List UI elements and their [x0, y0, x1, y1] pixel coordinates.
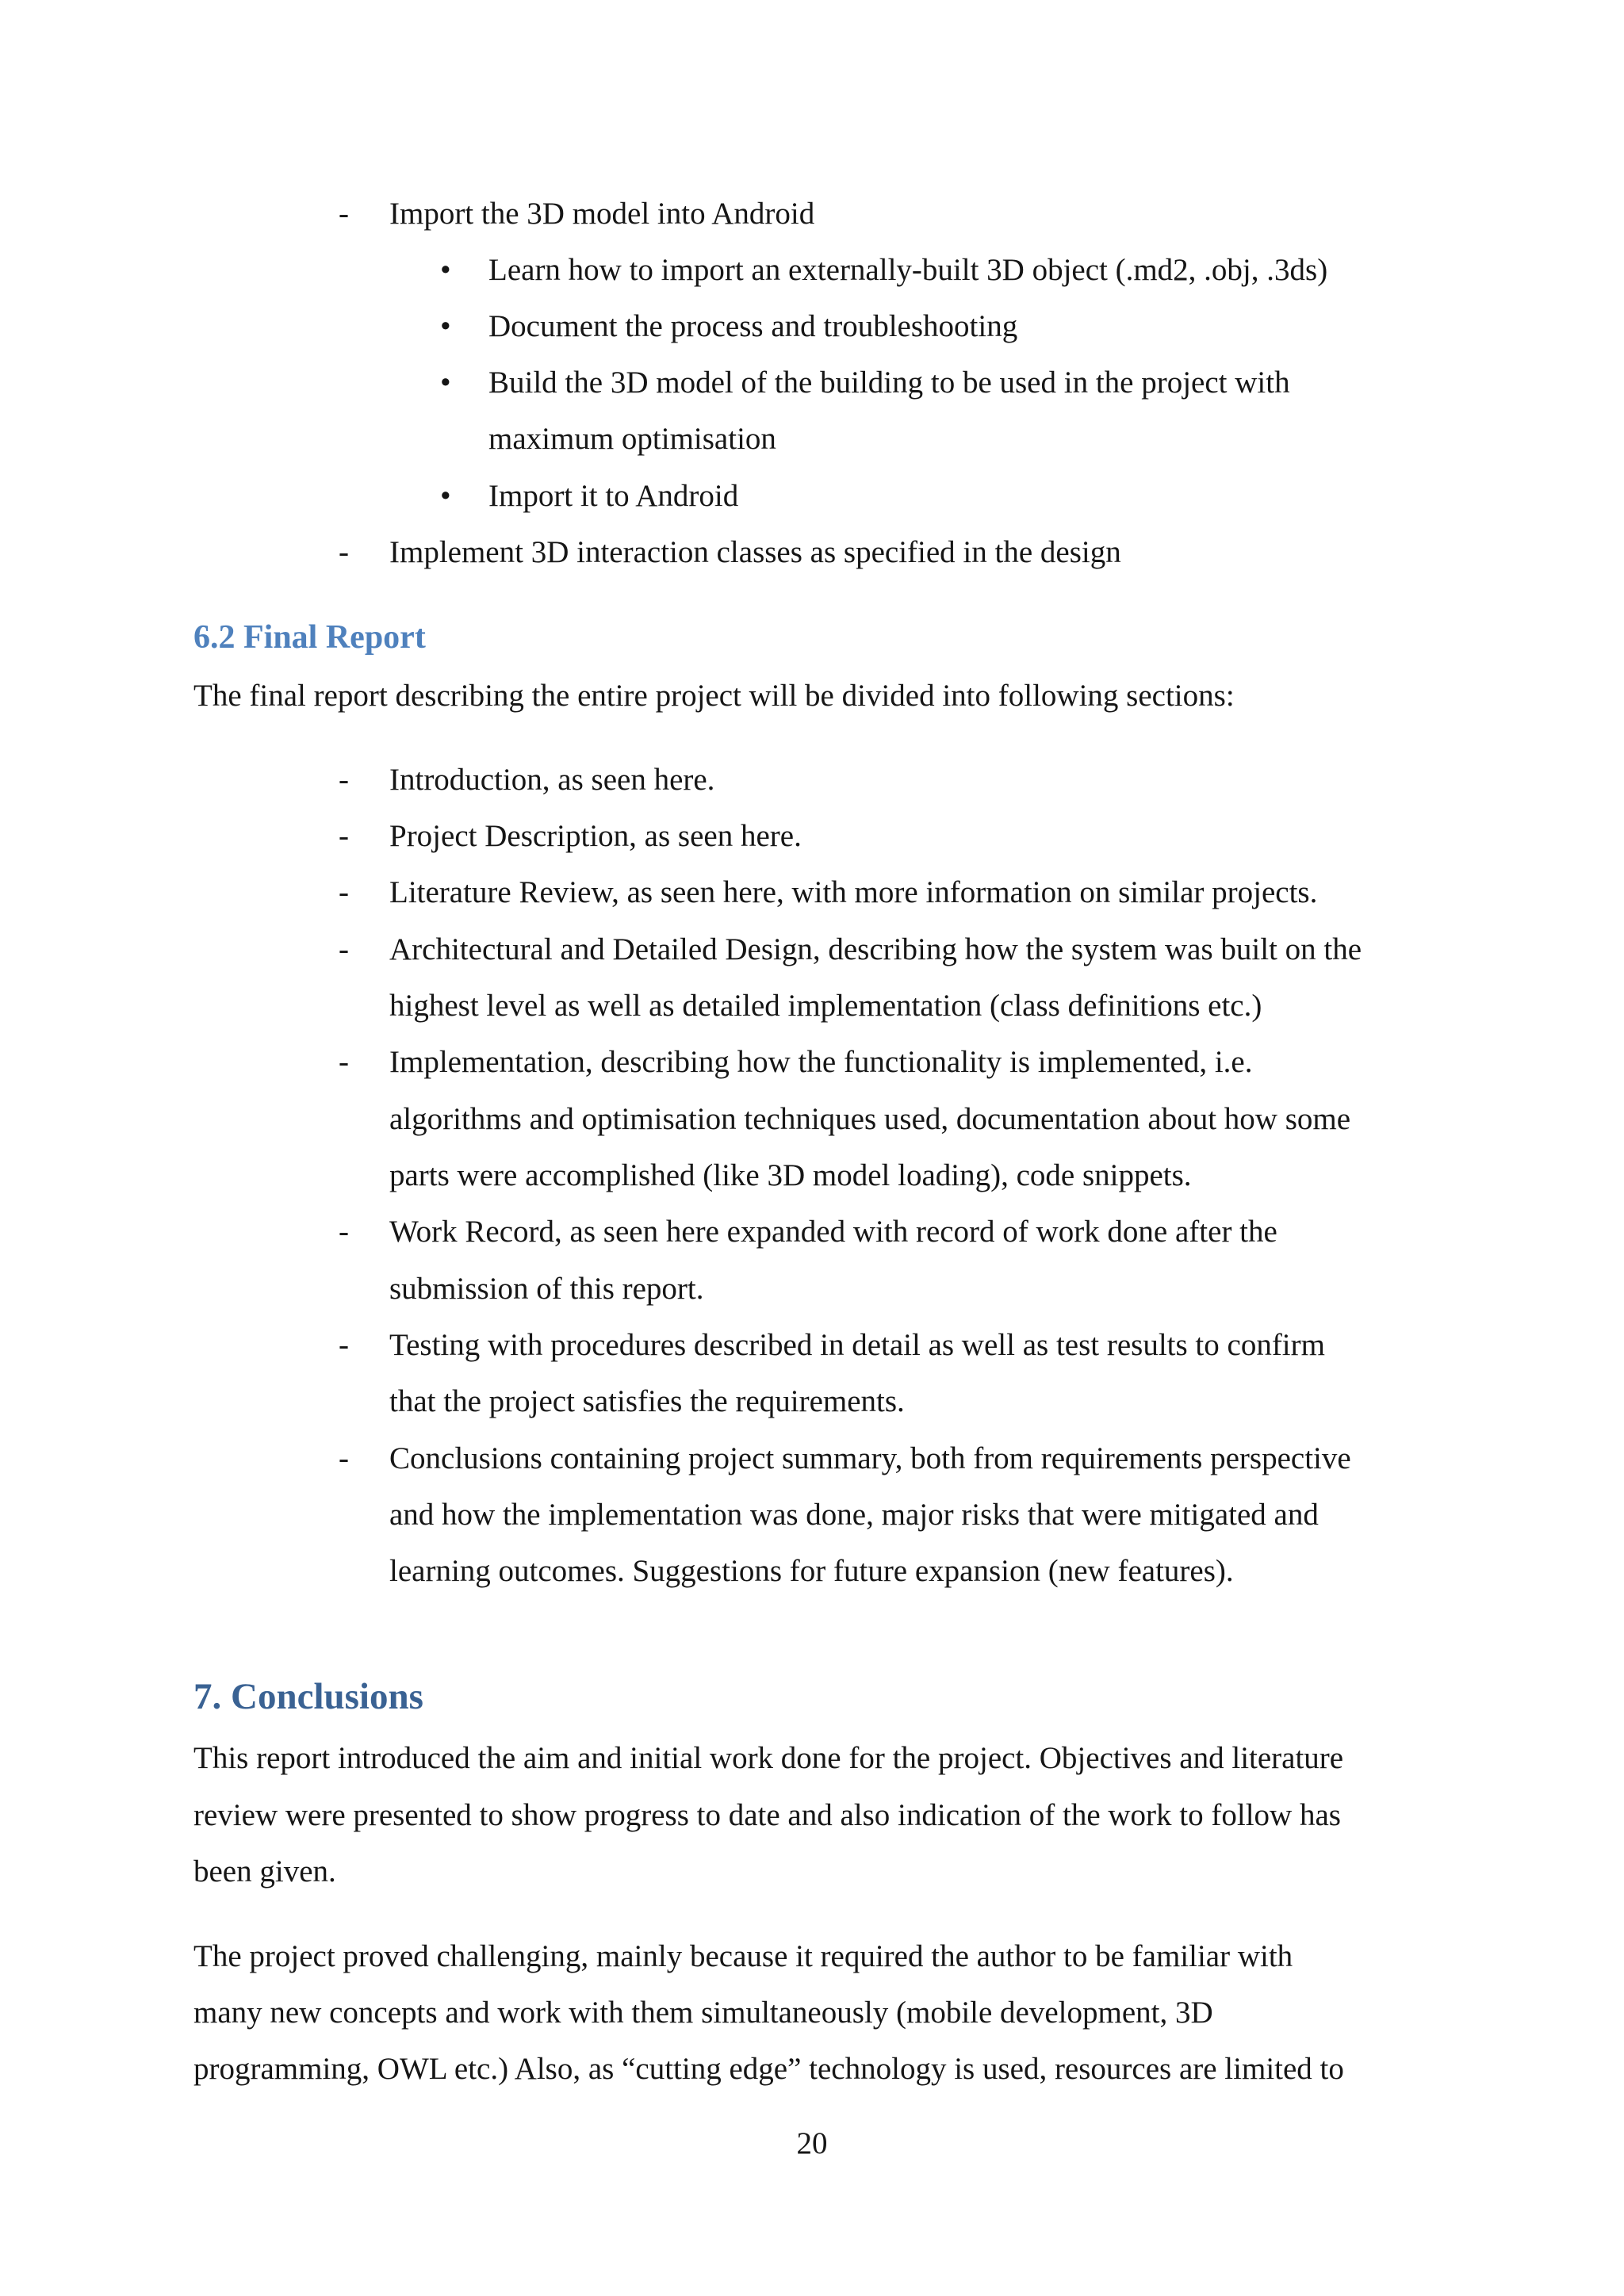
dash-marker: -: [339, 1045, 349, 1079]
list-item: Implementation, describing how the functionality is implemented, i.e.: [389, 1045, 1253, 1079]
paragraph-line: been given.: [193, 1854, 336, 1888]
sub-list-item-continuation: maximum optimisation: [488, 422, 776, 456]
paragraph-line: The project proved challenging, mainly because it required the author to be familiar with: [193, 1939, 1293, 1973]
list-item: Implement 3D interaction classes as specified in the design: [389, 535, 1121, 569]
list-item-continuation: submission of this report.: [389, 1272, 704, 1306]
list-item-continuation: parts were accomplished (like 3D model loading), code snippets.: [389, 1158, 1192, 1192]
dash-marker: -: [339, 932, 349, 966]
list-item: Architectural and Detailed Design, describing how the system was built on the: [389, 932, 1362, 966]
paragraph-line: This report introduced the aim and initial work done for the project. Objectives and literature: [193, 1741, 1344, 1775]
chapter-heading: 7. Conclusions: [193, 1676, 423, 1717]
sub-list-item: Learn how to import an externally-built 3D object (.md2, .obj, .3ds): [488, 253, 1328, 287]
paragraph-line: programming, OWL etc.) Also, as “cutting edge” technology is used, resources are limited to: [193, 2052, 1344, 2086]
list-item-continuation: and how the implementation was done, major risks that were mitigated and: [389, 1498, 1319, 1532]
paragraph-line: many new concepts and work with them simultaneously (mobile development, 3D: [193, 1996, 1213, 2030]
dash-marker: -: [339, 819, 349, 853]
list-item-continuation: algorithms and optimisation techniques used, documentation about how some: [389, 1102, 1351, 1136]
list-item: Work Record, as seen here expanded with record of work done after the: [389, 1215, 1277, 1249]
list-item-continuation: learning outcomes. Suggestions for future expansion (new features).: [389, 1554, 1234, 1588]
dash-marker: -: [339, 763, 349, 797]
list-item: Project Description, as seen here.: [389, 819, 802, 853]
dash-marker: -: [339, 875, 349, 909]
bullet-marker: •: [440, 309, 451, 343]
section-intro: The final report describing the entire project will be divided into following sections:: [193, 679, 1235, 713]
dash-marker: -: [339, 197, 349, 231]
dash-marker: -: [339, 1328, 349, 1362]
bullet-marker: •: [440, 253, 451, 287]
list-item: Introduction, as seen here.: [389, 763, 715, 797]
list-item-continuation: highest level as well as detailed implementation (class definitions etc.): [389, 989, 1262, 1023]
dash-marker: -: [339, 535, 349, 569]
sub-list-item: Import it to Android: [488, 479, 739, 513]
list-item: Literature Review, as seen here, with more information on similar projects.: [389, 875, 1318, 909]
dash-marker: -: [339, 1215, 349, 1249]
list-item-continuation: that the project satisfies the requirements.: [389, 1384, 905, 1418]
sub-list-item: Build the 3D model of the building to be used in the project with: [488, 365, 1290, 400]
bullet-marker: •: [440, 479, 451, 513]
page-number: 20: [796, 2126, 828, 2160]
list-item: Import the 3D model into Android: [389, 197, 815, 231]
dash-marker: -: [339, 1441, 349, 1475]
list-item: Testing with procedures described in detail as well as test results to confirm: [389, 1328, 1325, 1362]
bullet-marker: •: [440, 365, 451, 400]
section-heading: 6.2 Final Report: [193, 619, 426, 656]
paragraph-line: review were presented to show progress to date and also indication of the work to follow has: [193, 1798, 1341, 1832]
list-item: Conclusions containing project summary, both from requirements perspective: [389, 1441, 1351, 1475]
sub-list-item: Document the process and troubleshooting: [488, 309, 1018, 343]
